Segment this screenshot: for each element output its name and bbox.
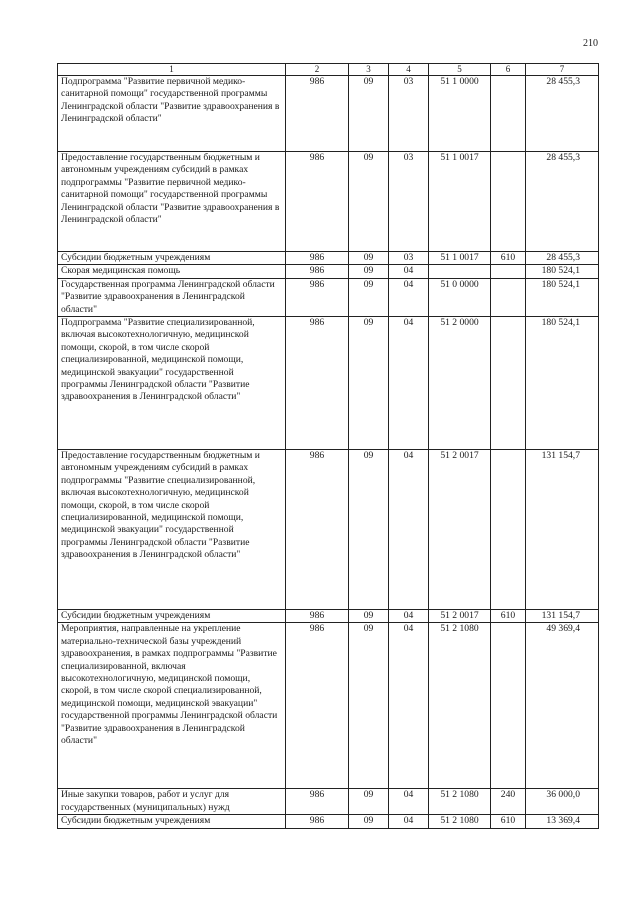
row-expense-type: 610 (491, 815, 526, 829)
row-section: 09 (349, 152, 389, 252)
row-section: 09 (349, 789, 389, 815)
header-cell-6: 6 (491, 64, 526, 76)
row-section: 09 (349, 76, 389, 152)
row-name: Субсидии бюджетным учреждениям (58, 610, 286, 623)
row-name: Субсидии бюджетным учреждениям (58, 252, 286, 265)
row-name: Иные закупки товаров, работ и услуг для государственных (муниципальных) нужд (58, 789, 286, 815)
row-name: Предоставление государственным бюджетным и автономным учреждениям субсидий в рамках подпрограммы "Развитие специализированной, включая высокотехнологичную, медицинской помощи, скорой, в том числе скорой специализированной, медицинской помощи, медицинской эвакуации" государственной программы Ленинградской области "Развитие здравоохранения в Ленинградской области" (58, 450, 286, 610)
row-expense-type (491, 265, 526, 278)
row-code: 986 (286, 815, 349, 829)
row-code: 986 (286, 152, 349, 252)
row-target-article: 51 0 0000 (429, 278, 491, 316)
row-code: 986 (286, 265, 349, 278)
row-name: Подпрограмма "Развитие первичной медико-санитарной помощи" государственной программы Ленинградской области "Развитие здравоохранения в Ленинградской области" (58, 76, 286, 152)
row-target-article: 51 1 0017 (429, 252, 491, 265)
row-amount: 28 455,3 (526, 252, 599, 265)
row-subsection: 03 (389, 76, 429, 152)
row-subsection: 04 (389, 610, 429, 623)
row-expense-type: 610 (491, 610, 526, 623)
row-code: 986 (286, 317, 349, 450)
row-name: Подпрограмма "Развитие специализированной, включая высокотехнологичную, медицинской помощи, скорой, в том числе скорой специализированной, медицинской помощи, медицинской эвакуации" государственной программы Ленинградской области "Развитие здравоохранения в Ленинградской области" (58, 317, 286, 450)
table-row (58, 610, 599, 623)
row-amount: 13 369,4 (526, 815, 599, 829)
row-target-article: 51 2 1080 (429, 623, 491, 789)
row-code: 986 (286, 610, 349, 623)
row-target-article: 51 2 1080 (429, 815, 491, 829)
row-expense-type (491, 278, 526, 316)
row-section: 09 (349, 450, 389, 610)
row-target-article: 51 2 0017 (429, 610, 491, 623)
row-target-article: 51 2 0017 (429, 450, 491, 610)
row-subsection: 04 (389, 265, 429, 278)
row-target-article: 51 2 0000 (429, 317, 491, 450)
row-amount: 180 524,1 (526, 317, 599, 450)
row-section: 09 (349, 815, 389, 829)
row-expense-type: 610 (491, 252, 526, 265)
table-row (58, 152, 599, 252)
header-cell-2: 2 (286, 64, 349, 76)
row-subsection: 03 (389, 152, 429, 252)
table-row (58, 450, 599, 610)
row-expense-type (491, 317, 526, 450)
row-amount: 180 524,1 (526, 278, 599, 316)
row-amount: 36 000,0 (526, 789, 599, 815)
row-section: 09 (349, 252, 389, 265)
row-section: 09 (349, 278, 389, 316)
row-code: 986 (286, 252, 349, 265)
budget-table (57, 63, 599, 829)
row-expense-type (491, 623, 526, 789)
row-code: 986 (286, 450, 349, 610)
row-name: Предоставление государственным бюджетным и автономным учреждениям субсидий в рамках подпрограммы "Развитие первичной медико-санитарной помощи" государственной программы Ленинградской области "Развитие здравоохранения в Ленинградской области" (58, 152, 286, 252)
row-code: 986 (286, 76, 349, 152)
row-target-article: 51 1 0000 (429, 76, 491, 152)
row-target-article: 51 1 0017 (429, 152, 491, 252)
row-subsection: 04 (389, 789, 429, 815)
table-row (58, 623, 599, 789)
table-row (58, 252, 599, 265)
row-expense-type (491, 76, 526, 152)
row-amount: 28 455,3 (526, 76, 599, 152)
table-row (58, 76, 599, 152)
row-subsection: 04 (389, 278, 429, 316)
row-name: Субсидии бюджетным учреждениям (58, 815, 286, 829)
row-target-article (429, 265, 491, 278)
row-subsection: 04 (389, 317, 429, 450)
row-expense-type (491, 152, 526, 252)
header-cell-1: 1 (58, 64, 286, 76)
table-row (58, 317, 599, 450)
row-target-article: 51 2 1080 (429, 789, 491, 815)
row-code: 986 (286, 623, 349, 789)
table-row (58, 278, 599, 316)
row-name: Государственная программа Ленинградской области "Развитие здравоохранения в Ленинградской области" (58, 278, 286, 316)
row-subsection: 04 (389, 450, 429, 610)
row-code: 986 (286, 278, 349, 316)
row-amount: 131 154,7 (526, 610, 599, 623)
row-amount: 28 455,3 (526, 152, 599, 252)
header-cell-4: 4 (389, 64, 429, 76)
row-subsection: 04 (389, 815, 429, 829)
row-section: 09 (349, 265, 389, 278)
row-expense-type (491, 450, 526, 610)
row-subsection: 03 (389, 252, 429, 265)
row-code: 986 (286, 789, 349, 815)
row-name: Скорая медицинская помощь (58, 265, 286, 278)
row-amount: 131 154,7 (526, 450, 599, 610)
row-amount: 49 369,4 (526, 623, 599, 789)
page-number: 210 (583, 38, 598, 49)
header-cell-5: 5 (429, 64, 491, 76)
row-expense-type: 240 (491, 789, 526, 815)
row-section: 09 (349, 623, 389, 789)
row-section: 09 (349, 317, 389, 450)
row-subsection: 04 (389, 623, 429, 789)
table-row (58, 265, 599, 278)
header-row (58, 64, 599, 76)
header-cell-3: 3 (349, 64, 389, 76)
table-row (58, 789, 599, 815)
table-row (58, 815, 599, 829)
row-amount: 180 524,1 (526, 265, 599, 278)
row-name: Мероприятия, направленные на укрепление материально-технической базы учреждений здравоохранения, в рамках подпрограммы "Развитие специализированной, включая высокотехнологичную, медицинской помощи, скорой, в том числе скорой специализированной, медицинской помощи, медицинской эвакуации" государственной программы Ленинградской области "Развитие здравоохранения в Ленинградской области" (58, 623, 286, 789)
header-cell-7: 7 (526, 64, 599, 76)
row-section: 09 (349, 610, 389, 623)
